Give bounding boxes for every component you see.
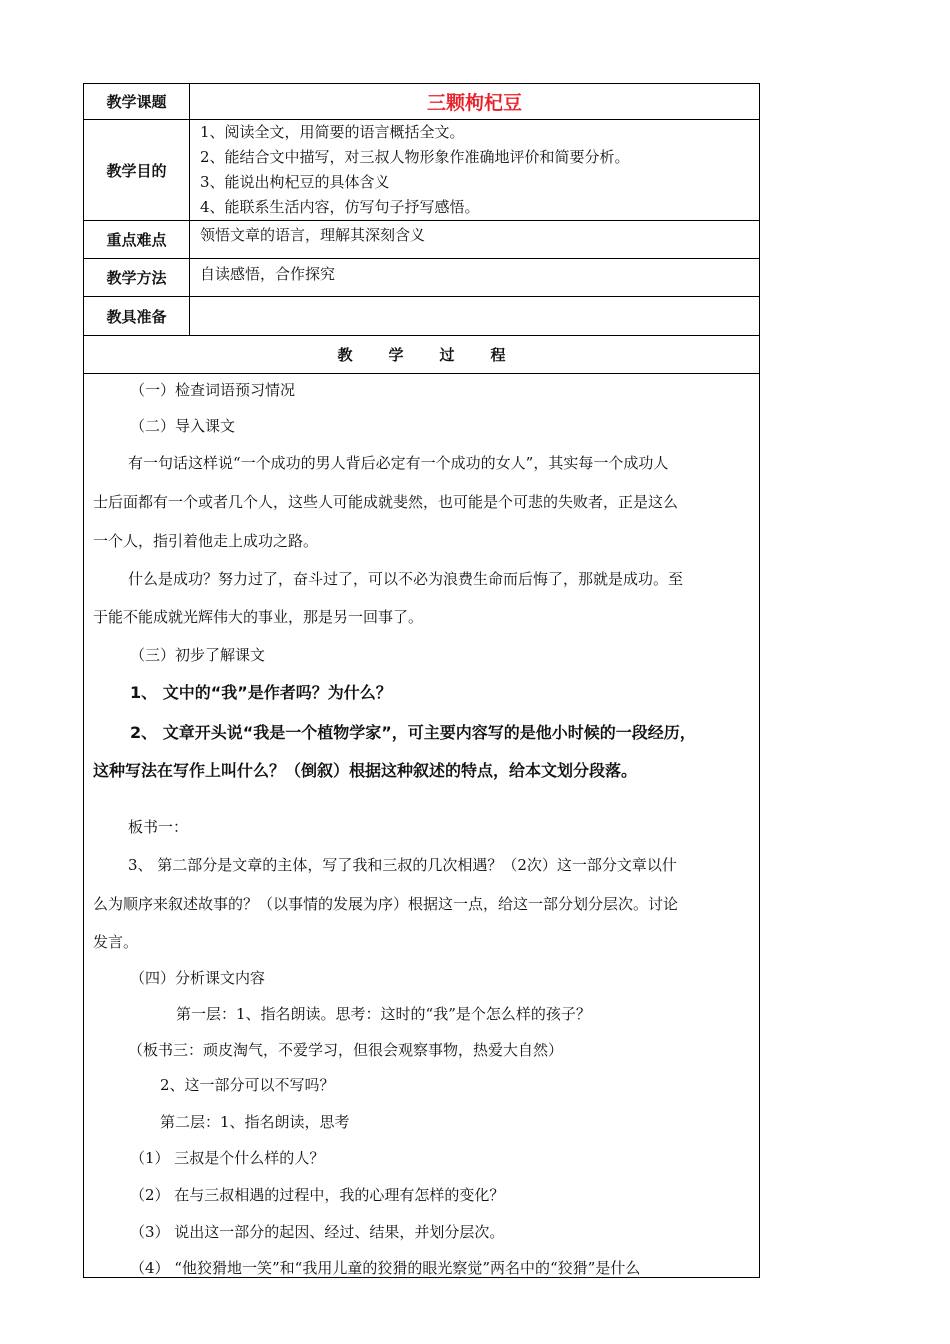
sub-question: （3） 说出这一部分的起因、经过、结果，并划分层次。 (130, 1223, 505, 1241)
lesson-plan-table (83, 83, 760, 1278)
goal-item: 2、能结合文中描写，对三叔人物形象作准确地评价和简要分析。 (200, 148, 630, 166)
question-3-line: 3、 第二部分是文章的主体，写了我和三叔的几次相遇？（2次）这一部分文章以什 (128, 856, 677, 874)
process-char: 程 (490, 346, 506, 364)
process-char: 教 (337, 346, 353, 364)
goal-item: 1、阅读全文，用简要的语言概括全文。 (200, 123, 465, 141)
board-note: （板书三：顽皮淘气，不爱学习，但很会观察事物，热爱大自然） (128, 1041, 564, 1059)
topic-label: 教学课题 (84, 84, 190, 119)
goals-label: 教学目的 (84, 120, 190, 220)
topic-row (84, 84, 759, 120)
process-body (84, 374, 759, 1277)
layer-line: 第一层：1、指名朗读。思考：这时的“我”是个怎么样的孩子？ (176, 1005, 591, 1023)
section-heading: （一）检查词语预习情况 (130, 381, 296, 399)
question-3-line: 么为顺序来叙述故事的？（以事情的发展为序）根据这一点，给这一部分划分层次。讨论 (93, 895, 679, 913)
process-char: 过 (439, 346, 455, 364)
process-row (84, 336, 759, 374)
layer-line: 第二层：1、指名朗读，思考 (160, 1113, 350, 1131)
goal-item: 4、能联系生活内容，仿写句子抒写感悟。 (200, 198, 480, 216)
sub-question: （1） 三叔是个什么样的人？ (130, 1149, 325, 1167)
tools-value (200, 297, 753, 335)
sub-question: （4） “他狡猾地一笑”和“我用儿童的狡猾的眼光察觉”两名中的“狡猾”是什么 (130, 1259, 641, 1277)
question-3-line: 发言。 (93, 933, 139, 951)
process-heading (84, 336, 759, 373)
method-label: 教学方法 (84, 259, 190, 296)
section-heading: （四）分析课文内容 (130, 969, 266, 987)
goals-list (200, 120, 753, 220)
question-2-line: 这种写法在写作上叫什么？（倒叙）根据这种叙述的特点，给本文划分段落。 (93, 761, 638, 780)
section-heading: （三）初步了解课文 (130, 646, 266, 664)
paragraph-line: 于能不能成就光辉伟大的事业，那是另一回事了。 (93, 608, 424, 626)
sub-question: （2） 在与三叔相遇的过程中，我的心理有怎样的变化？ (130, 1186, 505, 1204)
method-value: 自读感悟，合作探究 (200, 265, 336, 283)
key-label: 重点难点 (84, 221, 190, 258)
tools-label: 教具准备 (84, 297, 190, 335)
process-char: 学 (388, 346, 404, 364)
board-note: 板书一： (128, 818, 189, 836)
key-row (84, 221, 759, 259)
goals-row (84, 120, 759, 221)
goal-item: 3、能说出枸杞豆的具体含义 (200, 173, 390, 191)
paragraph-line: 有一句话这样说“一个成功的男人背后必定有一个成功的女人”，其实每一个成功人 (128, 454, 669, 472)
lesson-title: 三颗枸杞豆 (426, 92, 522, 114)
paragraph-line: 士后面都有一个或者几个人，这些人可能成就斐然，也可能是个可悲的失败者，正是这么 (93, 493, 679, 511)
key-value: 领悟文章的语言，理解其深刻含义 (200, 226, 426, 244)
section-heading: （二）导入课文 (130, 417, 236, 435)
question-2-line: 2、 文章开头说“我是一个植物学家”，可主要内容写的是他小时候的一段经历， (130, 723, 696, 742)
tools-row (84, 297, 759, 336)
question-1: 1、 文中的“我”是作者吗？为什么？ (130, 683, 392, 702)
paragraph-line: 什么是成功？努力过了，奋斗过了，可以不必为浪费生命而后悔了，那就是成功。至 (128, 570, 684, 588)
method-row (84, 259, 759, 297)
layer-line: 2、这一部分可以不写吗？ (160, 1076, 335, 1094)
paragraph-line: 一个人，指引着他走上成功之路。 (93, 532, 319, 550)
